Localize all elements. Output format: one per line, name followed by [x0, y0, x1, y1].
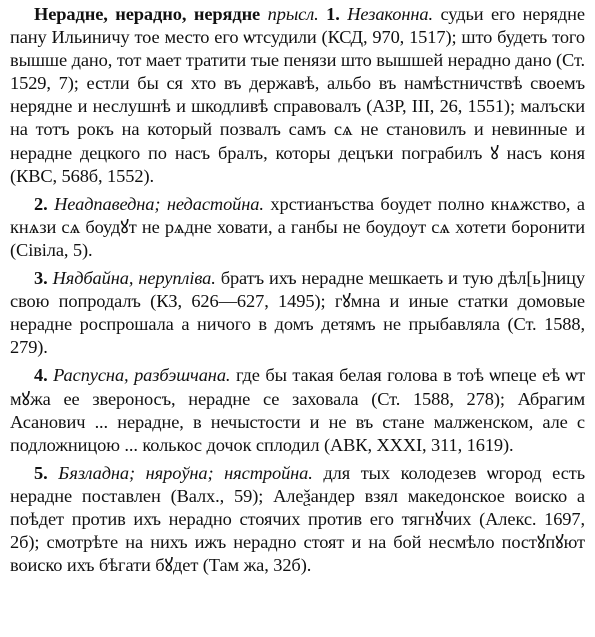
- sense-gloss: Нядбайна, неруплiва.: [52, 268, 216, 289]
- grammar-label: прысл.: [267, 4, 319, 24]
- sense-citations: хрстианъства боудет полно кнѧжство, а кнѧзи сѧ боудꙋт не рѧдне ховати, а ганбы не боудоут сѧ хотети боронити (Сівіла, 5).: [10, 193, 585, 260]
- sense-number: 1.: [326, 4, 340, 24]
- sense-citations: братъ ихъ нерадне мешкаеть и тую дѣл[ь]ницу свою попродалъ (КЗ, 626—627, 1495); гꙋмна и иные статки домовые нерадне роспрошала а ничого в домъ детямъ не прыбавляла (Ст. 1588, 279).: [10, 268, 586, 358]
- sense-citations: для тых колодезев ѡгород есть нерадне поставлен (Валх., 59); Алеѯандер взял македонское воиско а поѣдет против ихъ нерадно стоячих против его тягнꙋчих (Алекс. 1697, 2б); смотрѣте на нихъ ижъ нерадно стоят и на бой несмѣло постꙋпꙋют воиско ихъ бѣгати бꙋдет (Там жа, 32б).: [10, 462, 585, 576]
- sense-number: 5.: [34, 462, 48, 483]
- sense-gloss: Незаконна.: [347, 4, 433, 24]
- sense-number: 3.: [34, 268, 48, 289]
- entry-sense-3: [10, 267, 585, 359]
- sense-gloss: Распусна, разбэшчана.: [53, 365, 231, 386]
- sense-gloss: Бязладна; няроўна; нястройна.: [58, 462, 313, 483]
- sense-number: 4.: [34, 365, 48, 386]
- sense-gloss: Неадпаведна; недастойна.: [54, 193, 264, 214]
- sense-citations: судьи его нерядне пану Ильиничу тое место его ѡтсудили (КСД, 970, 1517); што будеть того вышше дано, тот мает тратити тые пенязи што вышшей нерадно дано (Ст. 1529, 7); естли бы ся хто въ державѣ, альбо въ намѣстничствѣ своемъ нерядне и неслушнѣ и шкодливѣ справовалъ (АЗР, III, 26, 1551); малъски на тотъ рокъ на который позвалъ самъ сѧ не становилъ и невинные и нерадне децкого по насъ бралъ, которы децъки пограбилъ ꙋ насъ коня (КВС, 568б, 1552).: [10, 4, 585, 186]
- entry-sense-5: [10, 462, 585, 577]
- sense-number: 2.: [34, 193, 48, 214]
- entry-sense-1: [10, 3, 585, 188]
- sense-citations: где бы такая белая голова в тоѣ ѡпеце еѣ ѡт мꙋжа ее звероносъ, нерадне се заховала (Ст. 1588, 278); Абрагим Асанович ... нерадне, в нечыстости и не въ стане малженском, але с подложницою ... колькос дочок сплодил (АВК, XXXI, 311, 1619).: [10, 365, 586, 455]
- entry-sense-4: [10, 364, 585, 456]
- entry-sense-2: [10, 193, 585, 262]
- entry-headword: Нерадне, нерадно, нерядне: [34, 4, 261, 24]
